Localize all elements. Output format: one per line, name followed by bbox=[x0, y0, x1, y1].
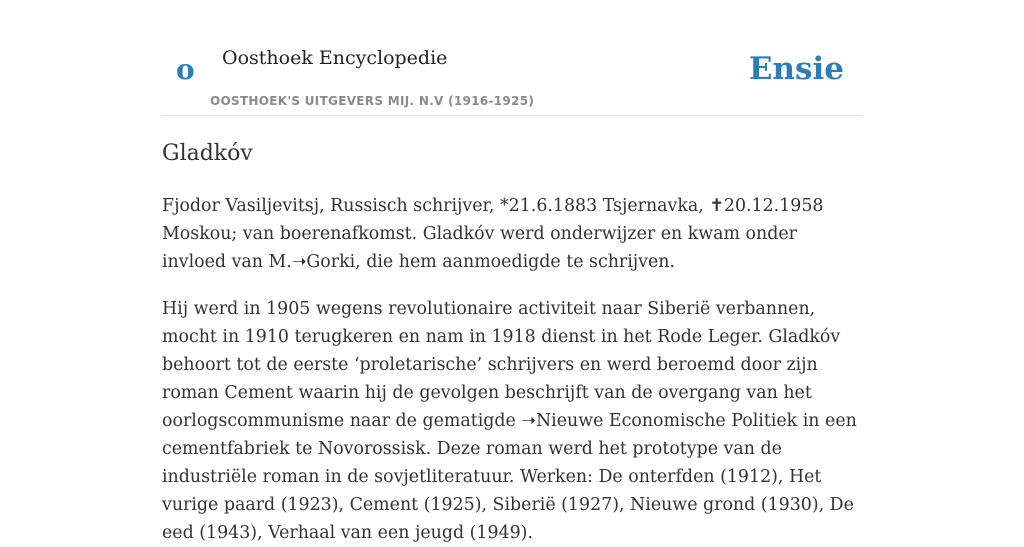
brand-logo-link[interactable]: Ensie bbox=[748, 51, 844, 87]
publisher-subtitle: OOSTHOEK'S UITGEVERS MIJ. N.V (1916-1925) bbox=[210, 94, 535, 108]
logo-icon[interactable]: o bbox=[176, 53, 195, 86]
article bbox=[162, 138, 862, 547]
article-paragraph-2: Hij werd in 1905 wegens revolutionaire activiteit naar Siberië verbannen, mocht in 1910 terugkeren en nam in 1918 dienst in het Rode Leger. Gladkóv behoort tot de eerste ‘proletarische’ schrijvers en werd beroemd door zijn roman Cement waarin hij de gevolgen beschrijft van de overgang van het oorlogscommunisme naar de gematigde ➝Nieuwe Economische Politiek in een cementfabriek te Novorossisk. Deze roman werd het prototype van de industriële roman in de sovjetliteratuur. Werken: De onterfden (1912), Het vurige paard (1923), Cement (1925), Siberië (1927), Nieuwe grond (1930), De eed (1943), Verhaal van een jeugd (1949). bbox=[162, 299, 857, 543]
site-header bbox=[162, 0, 862, 116]
article-title: Gladkóv bbox=[162, 141, 253, 166]
site-title-link[interactable]: Oosthoek Encyclopedie bbox=[222, 47, 448, 69]
article-paragraph-1: Fjodor Vasiljevitsj, Russisch schrijver, *21.6.1883 Tsjernavka, ✝20.12.1958 Moskou; van boerenafkomst. Gladkóv werd onderwijzer en kwam onder invloed van M.➝Gorki, die hem aanmoedigde te schrijven. bbox=[162, 196, 824, 272]
